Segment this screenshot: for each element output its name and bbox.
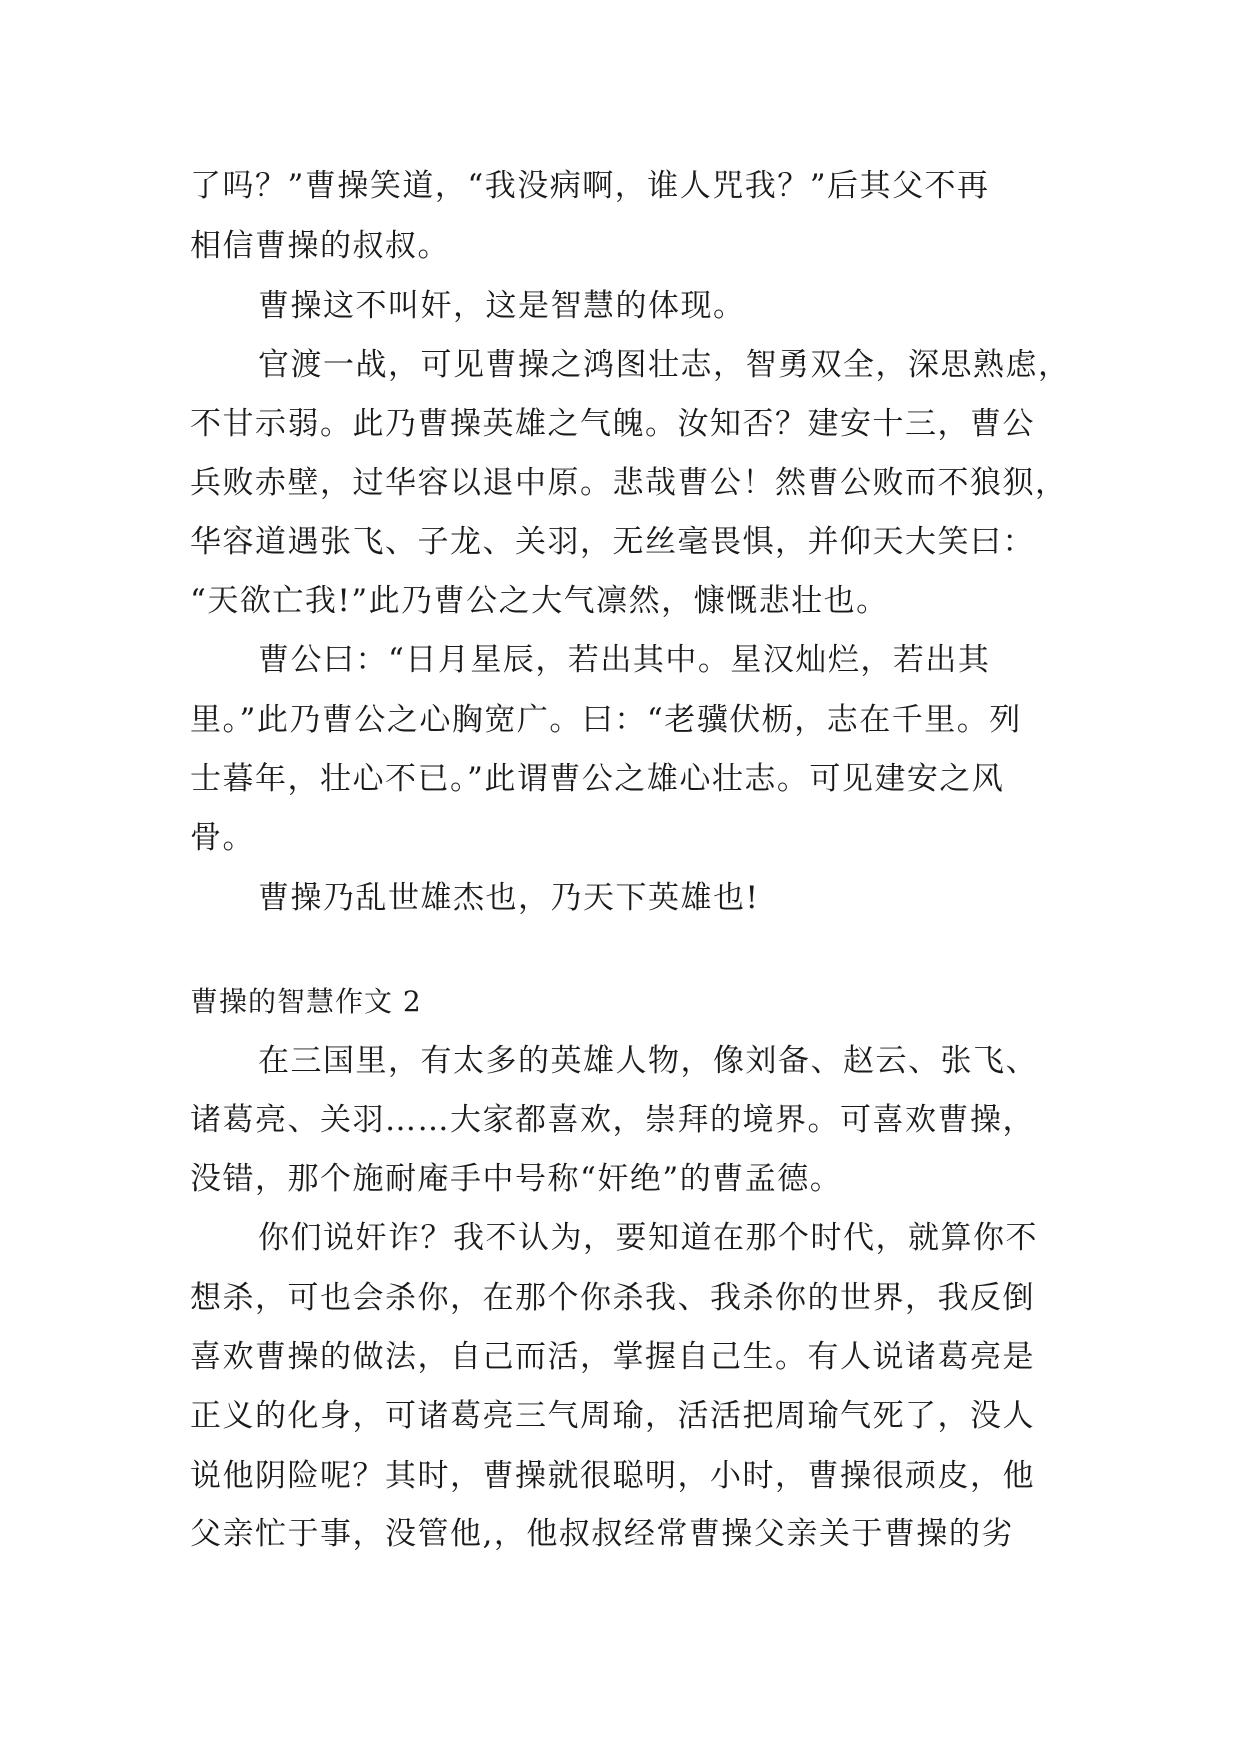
text-line: 曹操这不叫奸，这是智慧的体现。 (258, 288, 746, 324)
section-heading: 曹操的智慧作文 2 (190, 985, 422, 1018)
text-line: 骨。 (190, 820, 255, 856)
text-line: 想杀，可也会杀你，在那个你杀我、我杀你的世界，我反倒 (190, 1280, 1035, 1316)
text-line: 官渡一战，可见曹操之鸿图壮志，智勇双全，深思熟虑， (258, 347, 1071, 383)
text-line: 说他阴险呢？其时，曹操就很聪明，小时，曹操很顽皮，他 (190, 1458, 1035, 1494)
text-line: 诸葛亮、关羽……大家都喜欢，崇拜的境界。可喜欢曹操， (190, 1102, 1035, 1138)
text-line: 曹公曰：“日月星辰，若出其中。星汉灿烂，若出其 (258, 642, 991, 678)
text-line: 相信曹操的叔叔。 (190, 228, 450, 264)
text-line: 你们说奸诈？我不认为，要知道在那个时代，就算你不 (258, 1220, 1038, 1256)
text-line: 里。”此乃曹公之心胸宽广。曰：“老骥伏枥，志在千里。列 (190, 702, 1022, 738)
text-line: 华容道遇张飞、子龙、关羽，无丝毫畏惧，并仰天大笑曰： (190, 524, 1035, 560)
text-line: 不甘示弱。此乃曹操英雄之气魄。汝知否？建安十三，曹公 (190, 406, 1035, 442)
text-line: 没错，那个施耐庵手中号称“奸绝”的曹孟德。 (190, 1161, 843, 1197)
text-line: 正义的化身，可诸葛亮三气周瑜，活活把周瑜气死了，没人 (190, 1398, 1035, 1434)
text-line: 曹操乃乱世雄杰也，乃天下英雄也! (258, 880, 760, 916)
text-line: 兵败赤壁，过华容以退中原。悲哉曹公！然曹公败而不狼狈， (190, 465, 1068, 501)
text-line: 士暮年，壮心不已。”此谓曹公之雄心壮志。可见建安之风 (190, 761, 1005, 797)
text-line: 喜欢曹操的做法，自己而活，掌握自己生。有人说诸葛亮是 (190, 1339, 1035, 1375)
text-line: 了吗？”曹操笑道，“我没病啊，谁人咒我？”后其父不再 (190, 168, 990, 204)
text-line: “天欲亡我!”此乃曹公之大气凛然，慷慨悲壮也。 (190, 583, 889, 619)
text-line: 父亲忙于事，没管他,，他叔叔经常曹操父亲关于曹操的劣 (190, 1516, 1014, 1552)
text-line: 在三国里，有太多的英雄人物，像刘备、赵云、张飞、 (258, 1043, 1038, 1079)
